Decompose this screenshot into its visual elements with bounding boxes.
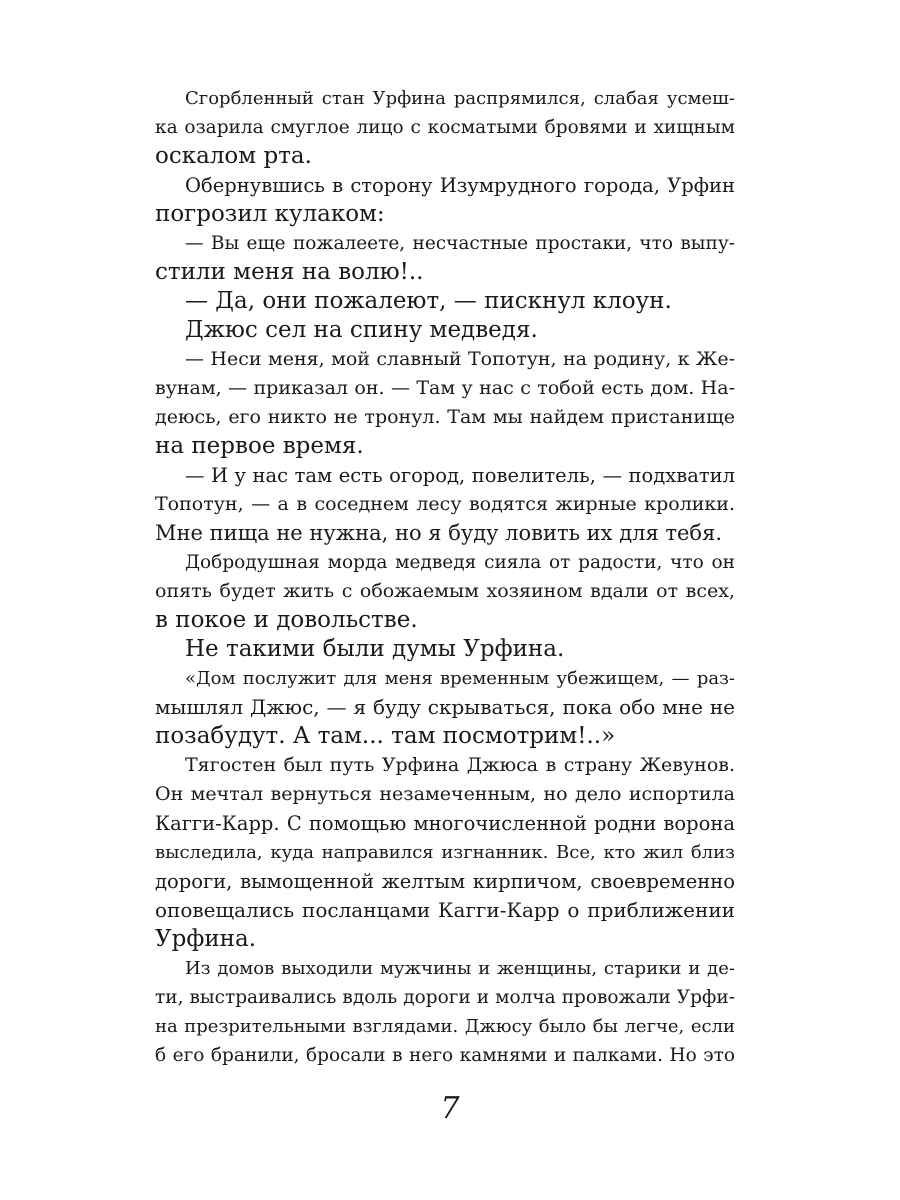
text-line: Кагги-Карр. С помощью многочисленной родни ворона: [155, 812, 735, 835]
text-line: «Дом послужит для меня временным убежищем, — раз-: [185, 668, 735, 689]
text-line: — Неси меня, мой славный Топотун, на родину, к Же-: [185, 348, 735, 370]
body-text: [155, 84, 735, 1070]
text-line: стили меня на волю!..: [155, 259, 424, 285]
text-line: — Вы еще пожалеете, несчастные простаки, что выпу-: [185, 233, 735, 254]
text-line: выследила, куда направился изгнанник. Все, кто жил близ: [155, 842, 735, 863]
text-line: оскалом рта.: [155, 143, 312, 169]
text-line: оповещались посланцами Кагги-Карр о приближении: [155, 898, 735, 922]
text-line: Добродушная морда медведя сияла от радости, что он: [185, 552, 735, 573]
text-line: б его бранили, бросали в него камнями и палками. Но это: [155, 1045, 735, 1066]
text-line: Урфина.: [155, 926, 257, 952]
text-line: позабудут. А там... там посмотрим!..»: [155, 723, 616, 749]
text-line: Он мечтал вернуться незамеченным, но дело испортила: [155, 783, 735, 805]
text-line: Не такими были думы Урфина.: [185, 636, 565, 662]
text-line: ти, выстраивались вдоль дороги и молча провожали Урфи-: [155, 987, 735, 1008]
text-line: — Да, они пожалеют, — пискнул клоун.: [185, 288, 672, 314]
text-line: на презрительными взглядами. Джюсу было бы легче, если: [155, 1016, 735, 1037]
text-line: в покое и довольстве.: [155, 607, 418, 633]
text-line: мышлял Джюс, — я буду скрываться, пока обо мне не: [155, 695, 735, 719]
text-line: Обернувшись в сторону Изумрудного города, Урфин: [185, 174, 735, 197]
text-line: Тягостен был путь Урфина Джюса в страну Жевунов.: [185, 754, 735, 776]
text-line: Джюс сел на спину медведя.: [185, 317, 538, 343]
text-line: деюсь, его никто не тронул. Там мы найдем пристанище: [155, 406, 735, 428]
text-line: на первое время.: [155, 433, 364, 459]
text-line: вунам, — приказал он. — Там у нас с тобой есть дом. На-: [155, 377, 735, 399]
text-line: Мне пища не нужна, но я буду ловить их для тебя.: [155, 521, 722, 545]
text-line: Топотун, — а в соседнем лесу водятся жирные кролики.: [155, 493, 735, 515]
text-line: Из домов выходили мужчины и женщины, старики и де-: [185, 958, 735, 979]
text-line: погрозил кулаком:: [155, 201, 385, 227]
text-line: дороги, вымощенной желтым кирпичом, своевременно: [155, 870, 735, 893]
page-number: 7: [440, 1091, 460, 1126]
text-line: ка озарила смуглое лицо с косматыми бровями и хищным: [155, 117, 735, 138]
text-line: опять будет жить с обожаемым хозяином вдали от всех,: [155, 580, 735, 602]
text-line: Сгорбленный стан Урфина распрямился, слабая усмеш-: [185, 88, 735, 109]
text-line: — И у нас там есть огород, повелитель, — подхватил: [185, 464, 735, 487]
